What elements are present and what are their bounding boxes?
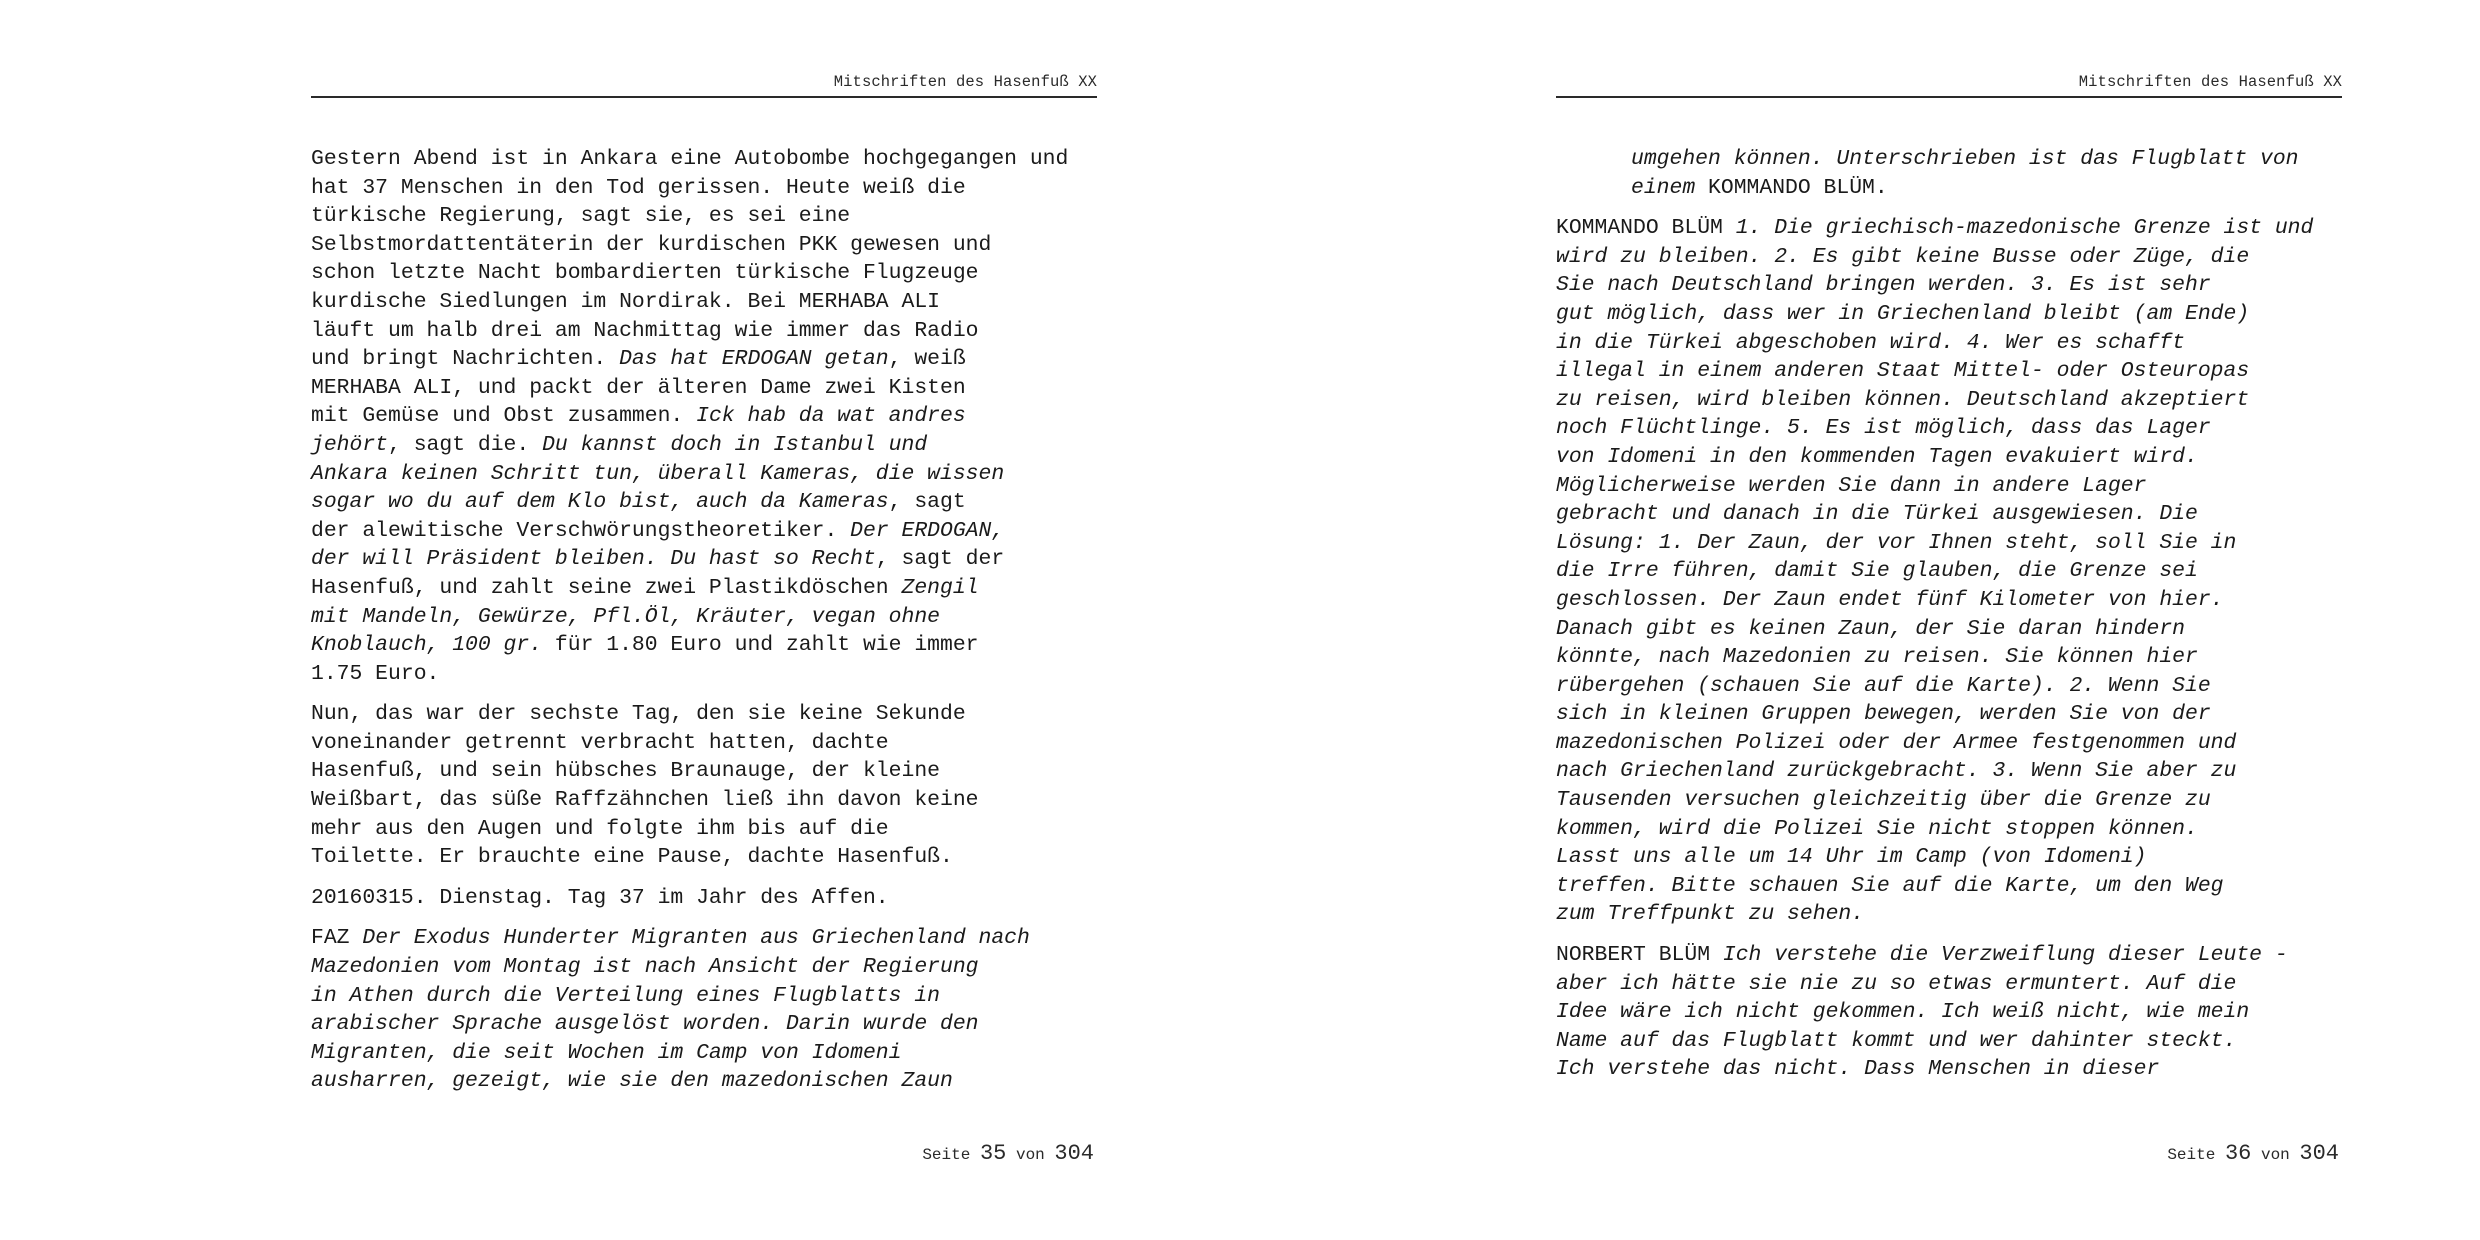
page-footer [2167, 1141, 2339, 1166]
footer-seite-label: Seite [2167, 1146, 2216, 1164]
footer-total-pages: 304 [2299, 1141, 2339, 1166]
italic-run: Ich verstehe die Verzweiflung dieser Leute - [1722, 943, 2288, 968]
footer-von-label: von [2260, 1146, 2290, 1164]
text-line: türkische Regierung, sagt sie, es sei eine [311, 204, 851, 229]
text-line: Selbstmordattentäterin der kurdischen PKK gewesen und [311, 232, 992, 257]
text-line: der will Präsident bleiben. Du hast so Recht, sagt der [311, 547, 1005, 572]
italic-run: rübergehen (schauen Sie auf die Karte). 2. Wenn Sie [1556, 673, 2211, 698]
text-line [1556, 998, 2342, 1027]
italic-run: Migranten, die seit Wochen im Camp von Idomeni [311, 1040, 902, 1065]
text-line: Nun, das war der sechste Tag, den sie keine Sekunde [311, 702, 966, 727]
italic-run: Ick hab da wat andres [696, 404, 966, 429]
italic-run: wird zu bleiben. 2. Es gibt keine Busse oder Züge, die [1556, 244, 2250, 269]
italic-run: ausharren, gezeigt, wie sie den mazedonischen Zaun [311, 1069, 953, 1094]
header-rule [1556, 96, 2342, 98]
text-line [311, 603, 1097, 632]
text-line: schon letzte Nacht bombardierten türkische Flugzeuge [311, 261, 979, 286]
italic-run: Mazedonien vom Montag ist nach Ansicht der Regierung [311, 955, 979, 980]
footer-total-pages: 304 [1054, 1141, 1094, 1166]
italic-run: gut möglich, dass wer in Griechenland bleibt (am Ende) [1556, 301, 2250, 326]
italic-run: Zengil [901, 575, 979, 600]
text-line: Knoblauch, 100 gr. für 1.80 Euro und zahlt wie immer [311, 633, 979, 658]
text-line [1556, 643, 2342, 672]
text-line [1556, 700, 2342, 729]
text-line: der alewitische Verschwörungstheoretiker. Der ERDOGAN, [311, 518, 1005, 543]
text-line [311, 982, 1097, 1011]
right-page [1556, 0, 2342, 1240]
italic-run: illegal in einem anderen Staat Mittel- oder Osteuropas [1556, 359, 2250, 384]
text-line: Gestern Abend ist in Ankara eine Autobombe hochgegangen und [311, 147, 1069, 171]
italic-run: mit Mandeln, Gewürze, Pfl.Öl, Kräuter, vegan ohne [311, 604, 940, 629]
running-header: Mitschriften des Hasenfuß XX [833, 73, 1097, 91]
italic-run: jehört [311, 432, 389, 457]
text-line [311, 1039, 1097, 1068]
italic-run: Tausenden versuchen gleichzeitig über die Grenze zu [1556, 788, 2211, 813]
italic-run: noch Flüchtlinge. 5. Es ist möglich, dass das Lager [1556, 416, 2211, 441]
footer-page-number: 36 [2224, 1141, 2252, 1166]
text-line [311, 460, 1097, 489]
paragraph [311, 145, 1097, 688]
text-line [1556, 786, 2342, 815]
text-line [1556, 472, 2342, 501]
text-line [1556, 329, 2342, 358]
text-line [1556, 757, 2342, 786]
italic-run: sich in kleinen Gruppen bewegen, werden Sie von der [1556, 702, 2211, 727]
text-line [1556, 843, 2342, 872]
italic-run: arabischer Sprache ausgelöst worden. Darin wurde den [311, 1012, 979, 1037]
text-line: und bringt Nachrichten. Das hat ERDOGAN getan, weiß [311, 347, 966, 372]
italic-run: könnte, nach Mazedonien zu reisen. Sie können hier [1556, 645, 2198, 670]
body-text [311, 145, 1097, 1108]
paragraph [311, 924, 1097, 1096]
header-rule [311, 96, 1097, 98]
text-line [1556, 586, 2342, 615]
text-line [1556, 872, 2342, 901]
text-line [1556, 529, 2342, 558]
footer-von-label: von [1015, 1146, 1045, 1164]
text-line [1556, 243, 2342, 272]
text-line: voneinander getrennt verbracht hatten, dachte [311, 730, 889, 755]
text-line: mit Gemüse und Obst zusammen. Ick hab da wat andres [311, 404, 966, 429]
text-line [1556, 615, 2342, 644]
footer-page-number: 35 [979, 1141, 1007, 1166]
text-line: Weißbart, das süße Raffzähnchen ließ ihn davon keine [311, 788, 979, 813]
italic-run: 1. Die griechisch-mazedonische Grenze ist und [1735, 216, 2314, 241]
italic-run: kommen, wird die Polizei Sie nicht stoppen können. [1556, 816, 2198, 841]
paragraph [1556, 145, 2342, 202]
text-line [1556, 729, 2342, 758]
text-line [1556, 900, 2342, 929]
paragraph [311, 700, 1097, 872]
text-line: jehört, sagt die. Du kannst doch in Istanbul und [311, 432, 928, 457]
italic-run: umgehen können. Unterschrieben ist das Flugblatt von [1631, 147, 2299, 171]
text-line: einem KOMMANDO BLÜM. [1631, 175, 1888, 200]
text-line: MERHABA ALI, und packt der älteren Dame zwei Kisten [311, 375, 966, 400]
italic-run: Der Exodus Hunderter Migranten aus Griechenland nach [362, 926, 1030, 951]
text-line [1556, 443, 2342, 472]
text-line: Toilette. Er brauchte eine Pause, dachte Hasenfuß. [311, 845, 953, 870]
text-line [1556, 1055, 2342, 1084]
italic-run: Danach gibt es keinen Zaun, der Sie daran hindern [1556, 616, 2185, 641]
paragraph [1556, 941, 2342, 1084]
italic-run: Lösung: 1. Der Zaun, der vor Ihnen steht, soll Sie in [1556, 530, 2237, 555]
text-line: Hasenfuß, und sein hübsches Braunauge, der kleine [311, 759, 940, 784]
italic-run: zum Treffpunkt zu sehen. [1556, 902, 1865, 927]
italic-run: Der ERDOGAN, [850, 518, 1005, 543]
italic-run: aber ich hätte sie nie zu so etwas ermuntert. Auf die [1556, 971, 2237, 996]
text-line [1556, 271, 2342, 300]
italic-run: mazedonischen Polizei oder der Armee festgenommen und [1556, 730, 2237, 755]
text-line [311, 1010, 1097, 1039]
page-footer [922, 1141, 1094, 1166]
text-line: hat 37 Menschen in den Tod gerissen. Heute weiß die [311, 175, 966, 200]
text-line [1556, 300, 2342, 329]
italic-run: Lasst uns alle um 14 Uhr im Camp (von Idomeni) [1556, 845, 2147, 870]
text-line: NORBERT BLÜM Ich verstehe die Verzweiflung dieser Leute - [1556, 943, 2288, 968]
italic-run: Du kannst doch in Istanbul und [542, 432, 928, 457]
text-line [1556, 357, 2342, 386]
text-line [1556, 1027, 2342, 1056]
italic-run: Sie nach Deutschland bringen werden. 3. Es ist sehr [1556, 273, 2211, 298]
text-line: kurdische Siedlungen im Nordirak. Bei MERHABA ALI [311, 289, 940, 314]
text-line: 20160315. Dienstag. Tag 37 im Jahr des Affen. [311, 885, 889, 910]
italic-run: Knoblauch, 100 gr. [311, 633, 543, 658]
italic-run: Das hat ERDOGAN getan [619, 347, 889, 372]
running-header: Mitschriften des Hasenfuß XX [2078, 73, 2342, 91]
italic-run: Name auf das Flugblatt kommt und wer dahinter steckt. [1556, 1028, 2237, 1053]
text-line [1631, 145, 2342, 174]
italic-run: Idee wäre ich nicht gekommen. Ich weiß nicht, wie mein [1556, 1000, 2250, 1025]
italic-run: geschlossen. Der Zaun endet fünf Kilometer von hier. [1556, 587, 2224, 612]
italic-run: gebracht und danach in die Türkei ausgewiesen. Die [1556, 502, 2198, 527]
left-page [311, 0, 1097, 1240]
italic-run: zu reisen, wird bleiben können. Deutschland akzeptiert [1556, 387, 2250, 412]
text-line [1556, 815, 2342, 844]
text-line [311, 953, 1097, 982]
text-line [1556, 414, 2342, 443]
text-line [1556, 500, 2342, 529]
italic-run: der will Präsident bleiben. Du hast so Recht [311, 547, 876, 572]
italic-run: treffen. Bitte schauen Sie auf die Karte, um den Weg [1556, 873, 2224, 898]
paragraph [311, 884, 1097, 913]
body-text [1556, 145, 2342, 1096]
text-line [1556, 557, 2342, 586]
italic-run: Ankara keinen Schritt tun, überall Kameras, die wissen [311, 461, 1005, 486]
italic-run: in Athen durch die Verteilung eines Flugblatts in [311, 983, 940, 1008]
text-line [311, 1067, 1097, 1096]
text-line [1556, 386, 2342, 415]
text-line [1556, 970, 2342, 999]
text-line: sogar wo du auf dem Klo bist, auch da Kameras, sagt [311, 490, 966, 515]
italic-run: von Idomeni in den kommenden Tagen evakuiert wird. [1556, 444, 2198, 469]
italic-run: Möglicherweise werden Sie dann in andere Lager [1556, 473, 2147, 498]
italic-run: einem [1631, 175, 1696, 200]
text-line: Hasenfuß, und zahlt seine zwei Plastikdöschen Zengil [311, 575, 979, 600]
text-line: KOMMANDO BLÜM 1. Die griechisch-mazedonische Grenze ist und [1556, 216, 2314, 241]
footer-seite-label: Seite [922, 1146, 971, 1164]
italic-run: sogar wo du auf dem Klo bist, auch da Kameras [311, 490, 889, 515]
text-line: 1.75 Euro. [311, 661, 440, 686]
italic-run: die Irre führen, damit Sie glauben, die Grenze sei [1556, 559, 2198, 584]
italic-run: in die Türkei abgeschoben wird. 4. Wer es schafft [1556, 330, 2185, 355]
text-line: FAZ Der Exodus Hunderter Migranten aus Griechenland nach [311, 926, 1030, 951]
text-line: läuft um halb drei am Nachmittag wie immer das Radio [311, 318, 979, 343]
text-line: mehr aus den Augen und folgte ihm bis auf die [311, 816, 889, 841]
italic-run: Ich verstehe das nicht. Dass Menschen in dieser [1556, 1057, 2160, 1082]
paragraph [1556, 214, 2342, 929]
text-line [1556, 672, 2342, 701]
italic-run: nach Griechenland zurückgebracht. 3. Wenn Sie aber zu [1556, 759, 2237, 784]
